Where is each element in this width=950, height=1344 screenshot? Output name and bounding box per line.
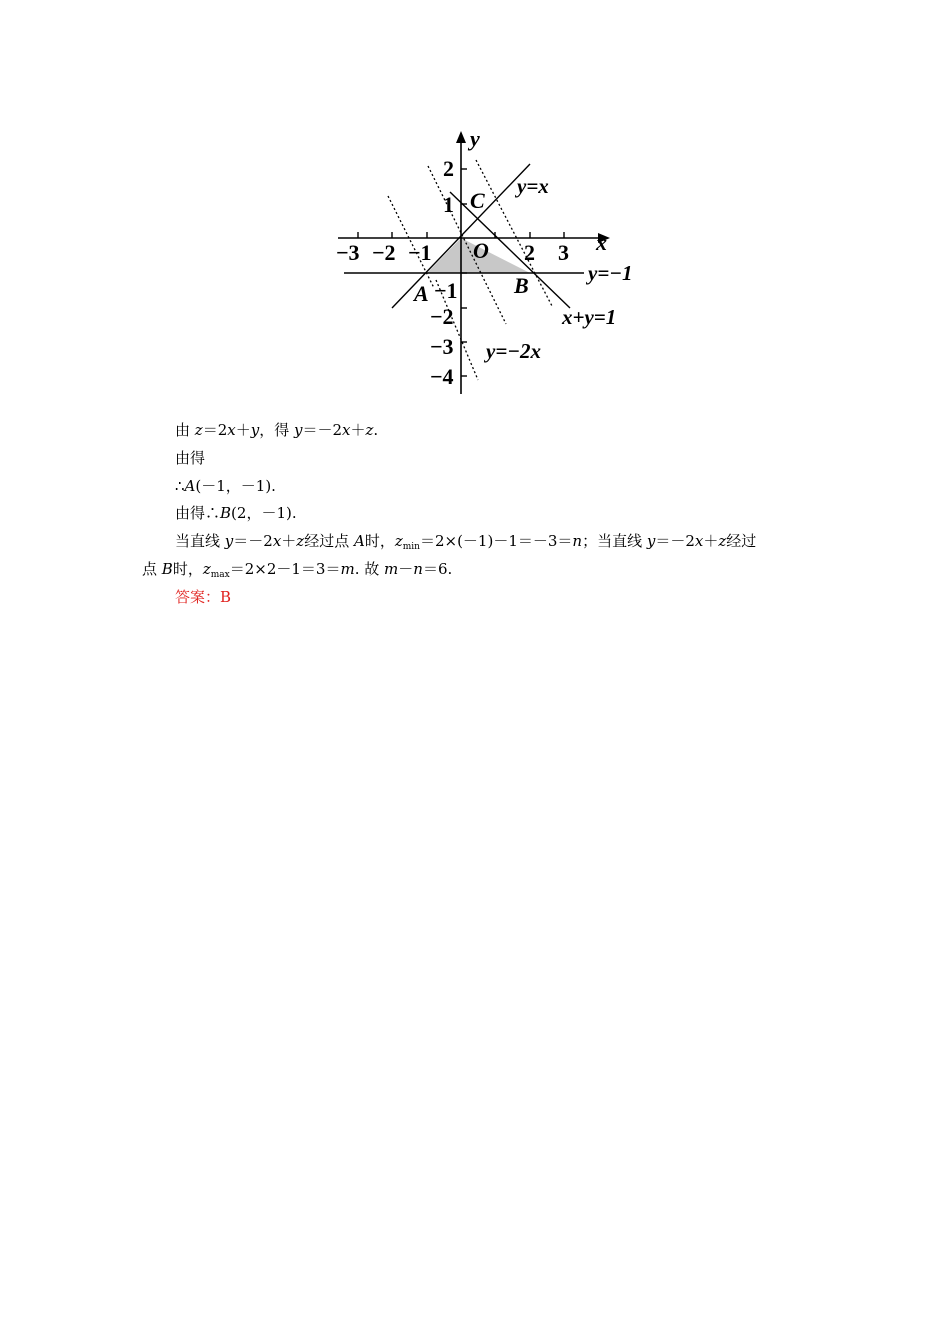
text: 当直线 — [175, 532, 225, 550]
y-axis-label: y — [470, 126, 480, 151]
text: . 故 — [354, 560, 385, 578]
label-x-plus-y: x+y=1 — [562, 305, 617, 329]
text: ；当直线 — [582, 532, 647, 550]
text: (－1，－1). — [195, 477, 276, 495]
var: y — [293, 421, 303, 439]
text: ＋ — [703, 532, 719, 550]
text: (2，－1). — [231, 504, 297, 522]
var: A — [184, 477, 196, 495]
text: － — [398, 560, 414, 578]
var: z — [394, 532, 403, 550]
answer-line: 答案：B — [175, 588, 232, 606]
text: 经过 — [726, 532, 757, 550]
var: x — [694, 532, 704, 550]
label-y-eq-x: y=x — [517, 174, 549, 198]
y-axis-arrow — [456, 131, 466, 143]
solution-line-3 — [175, 476, 276, 496]
text: ＝－2 — [655, 532, 695, 550]
label-y-eq-neg2x: y=−2x — [486, 339, 542, 363]
solution-line-1 — [175, 420, 378, 440]
text: ＝－2 — [233, 532, 273, 550]
tick-label: −3 — [336, 240, 360, 265]
point-label-c: C — [470, 188, 485, 213]
text: 由得∴ — [175, 504, 221, 522]
var: x — [342, 421, 351, 439]
tick-label: 2 — [443, 156, 454, 181]
text: . — [373, 421, 379, 439]
text: ＝－2 — [302, 421, 343, 439]
tick-label: −2 — [372, 240, 396, 265]
point-label-b: B — [514, 273, 529, 298]
linear-programming-figure — [330, 126, 660, 398]
var: y — [250, 421, 260, 439]
tick-label: −4 — [430, 364, 454, 389]
var: x — [272, 532, 282, 550]
text: ＝2×2－1＝3＝ — [229, 560, 341, 578]
solution-line-5 — [175, 531, 756, 557]
text: ＋ — [350, 421, 366, 439]
var: m — [384, 560, 399, 578]
solution-line-2: 由得 — [175, 449, 206, 467]
var: n — [572, 532, 583, 550]
solution-line-6 — [142, 559, 452, 585]
text: 点 — [142, 560, 162, 578]
solution-line-4 — [175, 503, 297, 523]
var: y — [646, 532, 656, 550]
x-axis-label: x — [596, 230, 607, 255]
var: A — [353, 532, 365, 550]
tick-label: −2 — [430, 304, 454, 329]
text: ∴ — [175, 477, 185, 495]
origin-label: O — [473, 238, 489, 263]
tick-label: 2 — [524, 240, 535, 265]
text: 时， — [364, 532, 395, 550]
var: z — [296, 532, 305, 550]
tick-label: 1 — [443, 192, 454, 217]
var: z — [365, 421, 374, 439]
text: 时， — [172, 560, 203, 578]
tick-label: 3 — [558, 240, 569, 265]
text: ，得 — [259, 421, 294, 439]
var: B — [161, 560, 173, 578]
tick-label: −1 — [434, 278, 458, 303]
var: x — [227, 421, 236, 439]
subscript: min — [402, 542, 420, 552]
text: 经过点 — [304, 532, 354, 550]
text: 由 — [175, 421, 195, 439]
var: n — [413, 560, 423, 578]
var: z — [194, 421, 203, 439]
text: ＋ — [281, 532, 297, 550]
var: m — [340, 560, 355, 578]
var: z — [202, 560, 211, 578]
text: ＝6. — [422, 560, 453, 578]
label-y-eq-neg1: y=−1 — [588, 261, 633, 285]
point-label-a: A — [414, 281, 429, 306]
tick-label: −3 — [430, 334, 454, 359]
tick-label: −1 — [408, 240, 432, 265]
var: z — [718, 532, 727, 550]
var: y — [224, 532, 234, 550]
subscript: max — [210, 570, 230, 580]
text: ＋ — [235, 421, 251, 439]
var: B — [220, 504, 232, 522]
text: ＝2 — [202, 421, 228, 439]
text: ＝2×(－1)－1＝－3＝ — [419, 532, 573, 550]
